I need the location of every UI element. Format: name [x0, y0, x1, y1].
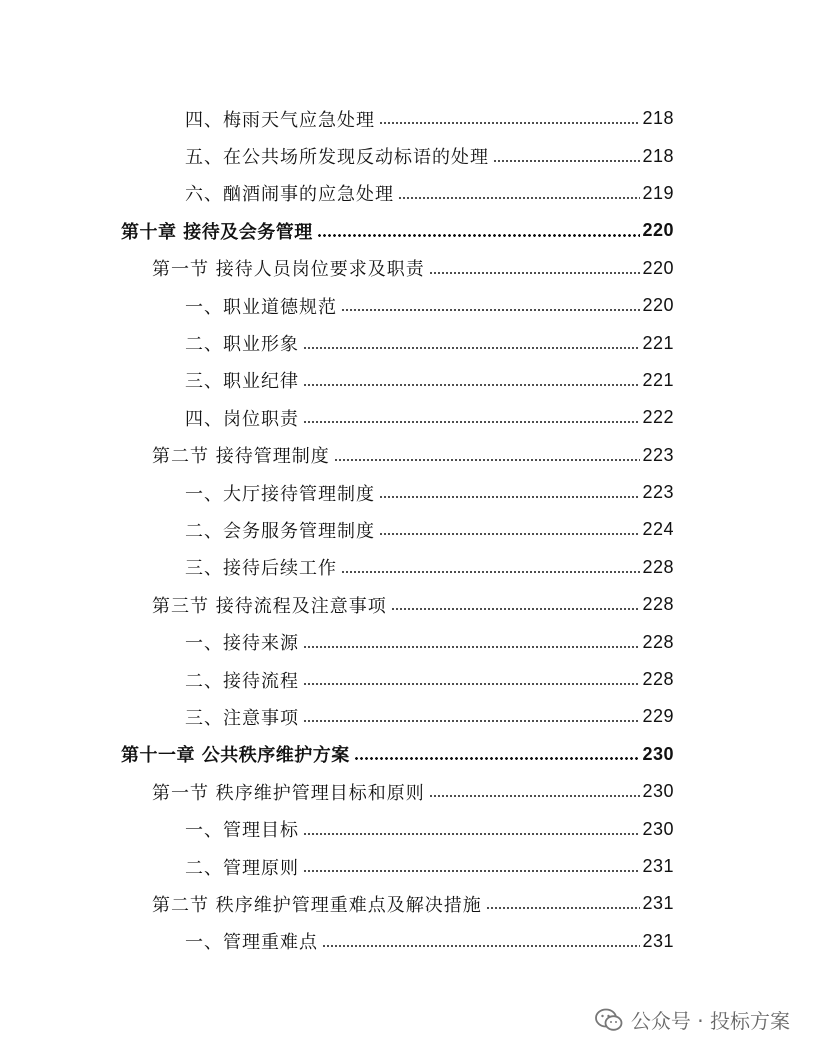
toc-entry-item[interactable]	[0, 474, 816, 511]
toc-dot-leader	[334, 459, 641, 461]
toc-entry-page-number: 223	[642, 444, 674, 465]
toc-entry-title: 二、接待流程	[185, 670, 299, 692]
toc-dot-leader	[303, 347, 640, 349]
table-of-contents	[0, 100, 816, 960]
toc-dot-leader	[303, 421, 640, 423]
toc-entry-item[interactable]	[0, 511, 816, 548]
toc-entry-title: 四、岗位职责	[185, 408, 299, 430]
watermark-text: 公众号 · 投标方案	[630, 1009, 790, 1033]
toc-entry-title: 二、管理原则	[185, 857, 299, 879]
toc-entry-page-number: 221	[642, 369, 674, 390]
toc-entry-item[interactable]	[0, 137, 816, 174]
toc-entry-page-number: 218	[642, 145, 674, 166]
toc-entry-page-number: 221	[642, 332, 674, 353]
toc-entry-page-number: 230	[642, 743, 674, 764]
toc-entry-page-number: 220	[642, 220, 674, 241]
toc-dot-leader	[322, 945, 640, 947]
toc-entry-title: 第二节 秩序维护管理重难点及解决措施	[152, 894, 482, 916]
toc-entry-item[interactable]	[0, 923, 816, 960]
toc-entry-section[interactable]	[0, 437, 816, 474]
toc-entry-title: 六、酗酒闹事的应急处理	[185, 184, 394, 206]
toc-entry-title: 一、大厅接待管理制度	[185, 483, 375, 505]
toc-entry-page-number: 220	[642, 257, 674, 278]
toc-entry-page-number: 230	[642, 818, 674, 839]
toc-entry-page-number: 223	[642, 482, 674, 503]
toc-entry-title: 第一节 接待人员岗位要求及职责	[152, 259, 425, 281]
toc-entry-page-number: 228	[642, 669, 674, 690]
toc-entry-title: 第二节 接待管理制度	[152, 446, 330, 468]
toc-entry-item[interactable]	[0, 175, 816, 212]
toc-entry-title: 一、接待来源	[185, 633, 299, 655]
toc-entry-title: 二、会务服务管理制度	[185, 520, 375, 542]
toc-dot-leader	[303, 720, 640, 722]
toc-dot-leader	[317, 234, 641, 237]
toc-entry-title: 二、职业形象	[185, 334, 299, 356]
toc-dot-leader	[303, 384, 640, 386]
toc-dot-leader	[354, 757, 641, 760]
toc-entry-title: 第十一章 公共秩序维护方案	[121, 745, 350, 767]
toc-entry-page-number: 228	[642, 594, 674, 615]
toc-dot-leader	[379, 122, 640, 124]
toc-dot-leader	[379, 496, 640, 498]
toc-entry-page-number: 231	[642, 856, 674, 876]
toc-entry-page-number: 231	[642, 930, 674, 951]
toc-entry-title: 一、管理重难点	[185, 932, 318, 954]
toc-entry-item[interactable]	[0, 848, 816, 885]
toc-entry-item[interactable]	[0, 362, 816, 399]
toc-dot-leader	[398, 197, 640, 199]
toc-entry-title: 第十章 接待及会务管理	[121, 221, 313, 243]
toc-entry-item[interactable]	[0, 100, 816, 137]
toc-entry-title: 三、注意事项	[185, 707, 299, 729]
toc-dot-leader	[303, 646, 640, 648]
toc-dot-leader	[303, 870, 640, 872]
toc-entry-title: 三、职业纪律	[185, 371, 299, 393]
toc-entry-section[interactable]	[0, 773, 816, 810]
toc-entry-section[interactable]	[0, 586, 816, 623]
toc-entry-item[interactable]	[0, 810, 816, 847]
toc-entry-item[interactable]	[0, 623, 816, 660]
toc-entry-title: 三、接待后续工作	[185, 558, 337, 580]
toc-entry-title: 第三节 接待流程及注意事项	[152, 595, 387, 617]
toc-dot-leader	[379, 533, 640, 535]
toc-entry-chapter[interactable]	[0, 212, 816, 249]
toc-entry-item[interactable]	[0, 549, 816, 586]
toc-entry-page-number: 224	[642, 519, 674, 540]
toc-entry-page-number: 228	[642, 556, 674, 577]
toc-entry-item[interactable]	[0, 324, 816, 361]
toc-entry-title: 一、管理目标	[185, 820, 299, 842]
toc-entry-item[interactable]	[0, 287, 816, 324]
toc-entry-page-number: 220	[642, 295, 674, 316]
toc-dot-leader	[303, 833, 640, 835]
toc-entry-page-number: 228	[642, 631, 674, 652]
toc-entry-chapter[interactable]	[0, 736, 816, 773]
toc-entry-page-number: 230	[642, 781, 674, 802]
toc-entry-page-number: 222	[642, 407, 674, 428]
toc-entry-page-number: 231	[642, 893, 674, 914]
toc-entry-page-number: 219	[642, 182, 674, 203]
toc-entry-section[interactable]	[0, 885, 816, 922]
toc-entry-title: 四、梅雨天气应急处理	[185, 109, 375, 131]
toc-dot-leader	[493, 160, 640, 162]
toc-dot-leader	[391, 608, 641, 610]
toc-entry-item[interactable]	[0, 698, 816, 735]
toc-dot-leader	[429, 795, 641, 797]
toc-entry-page-number: 229	[642, 706, 674, 727]
toc-dot-leader	[341, 309, 640, 311]
watermark	[595, 1005, 790, 1034]
toc-entry-item[interactable]	[0, 661, 816, 698]
toc-entry-page-number: 218	[642, 108, 674, 129]
wechat-icon	[595, 1008, 623, 1032]
toc-entry-title: 一、职业道德规范	[185, 296, 337, 318]
toc-entry-item[interactable]	[0, 399, 816, 436]
toc-dot-leader	[303, 683, 640, 685]
toc-dot-leader	[429, 272, 641, 274]
toc-entry-section[interactable]	[0, 250, 816, 287]
toc-entry-title: 第一节 秩序维护管理目标和原则	[152, 782, 425, 804]
toc-entry-title: 五、在公共场所发现反动标语的处理	[185, 147, 489, 169]
toc-dot-leader	[341, 571, 640, 573]
toc-dot-leader	[486, 907, 641, 909]
